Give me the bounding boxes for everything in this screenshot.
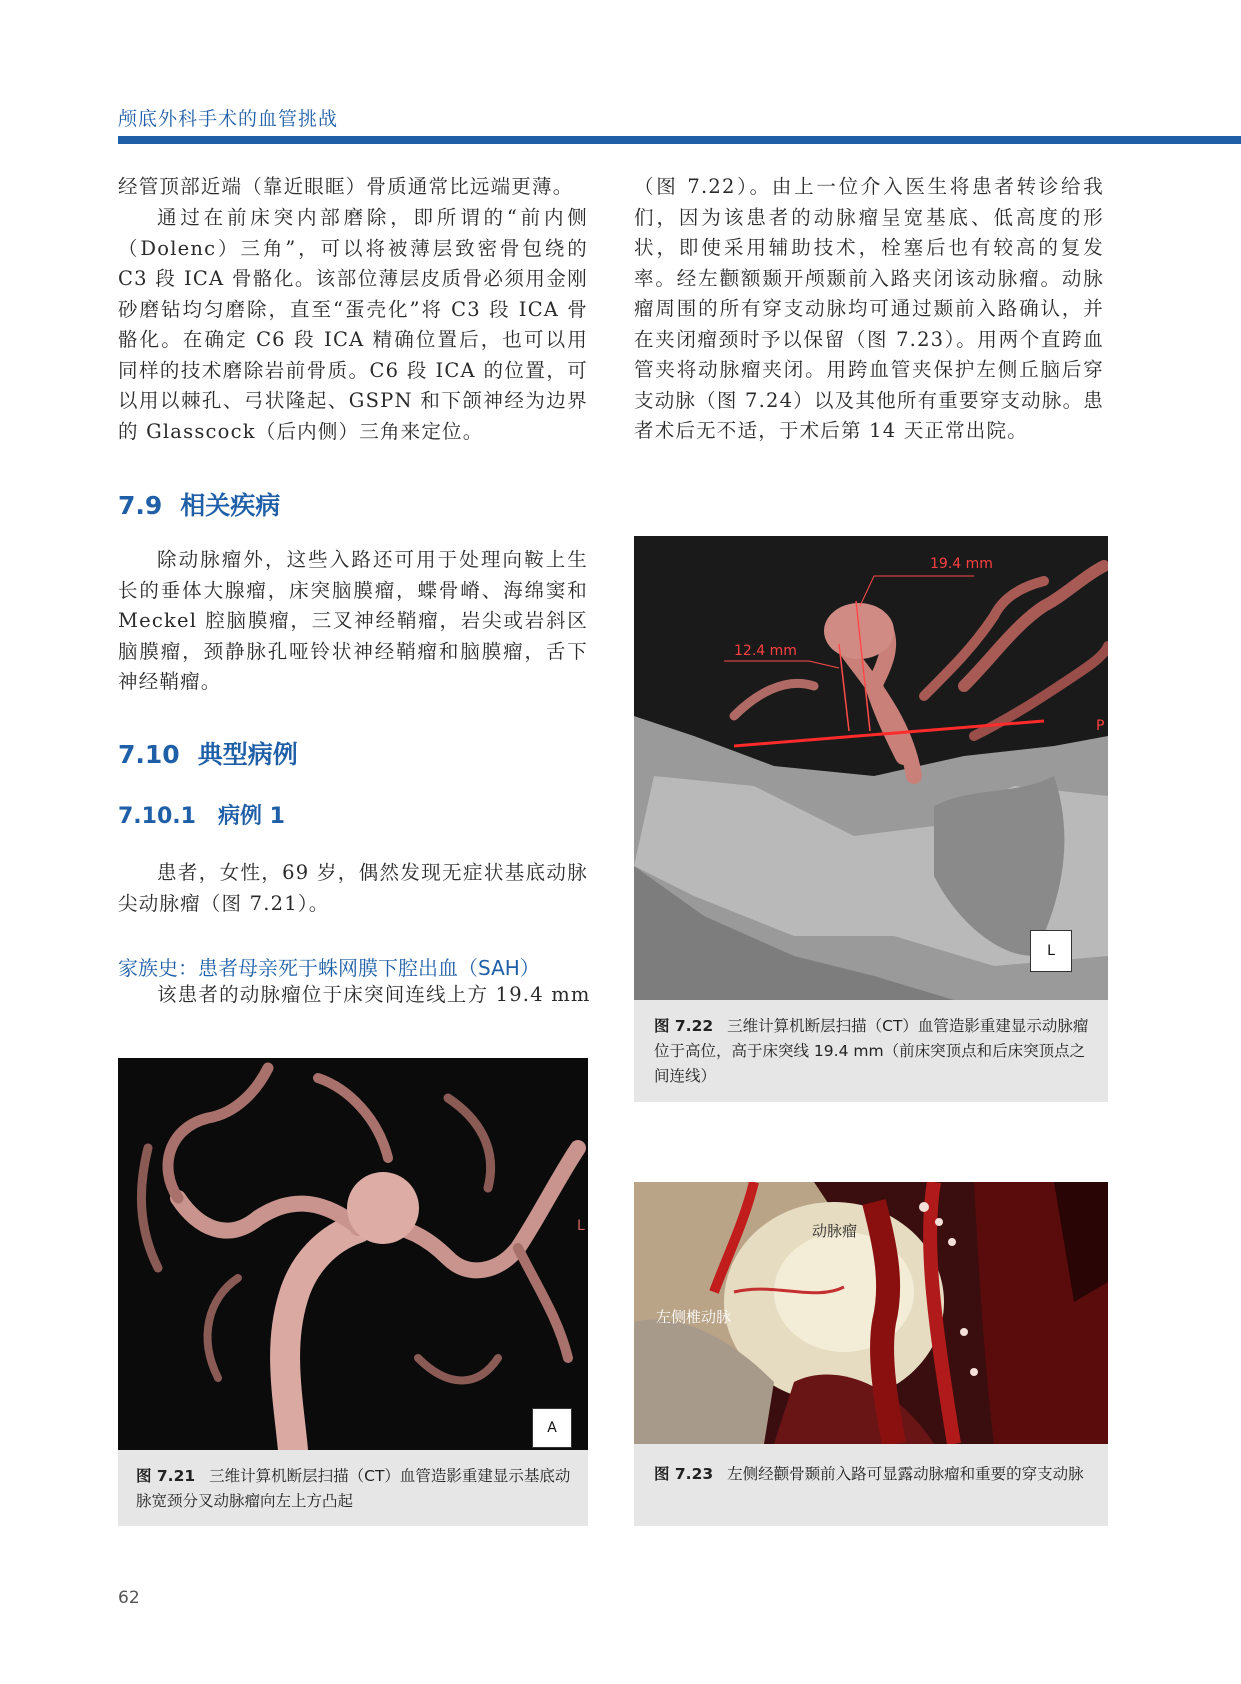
side-mark: P [1096,718,1105,734]
section-heading-7-9 [118,486,280,522]
figure-caption-7-21 [136,1464,576,1514]
label-aneurysm: 动脉瘤 [812,1222,858,1240]
left-para-3: 除动脉瘤外，这些入路还可用于处理向鞍上生长的垂体大腺瘤，床突脑膜瘤，蝶骨嵴、海绵窦和 Meckel 腔脑膜瘤，三叉神经鞘瘤，岩尖或岩斜区脑膜瘤，颈静脉孔哑铃状神经鞘瘤和脑膜瘤，舌下神经鞘瘤。 [118,548,588,693]
section-number: 7.10 [118,740,180,769]
left-para-4: 患者，女性，69 岁，偶然发现无症状基底动脉尖动脉瘤（图 7.21）。 [118,861,588,915]
caption-text: 三维计算机断层扫描（CT）血管造影重建显示动脉瘤位于高位，高于床突线 19.4 mm（前床突顶点和后床突顶点之间连线） [654,1017,1089,1085]
left-para-5: 该患者的动脉瘤位于床突间连线上方 19.4 mm [157,983,591,1006]
measurement-left: 12.4 mm [734,643,797,659]
section-number: 7.10.1 [118,804,196,829]
section-title: 相关疾病 [180,491,281,520]
right-para-1: （图 7.22）。由上一位介入医生将患者转诊给我们，因为该患者的动脉瘤呈宽基底、低高度的形状，即使采用辅助技术，栓塞后也有较高的复发率。经左颧额颞开颅颞前入路夹闭该动脉瘤。动脉瘤周围的所有穿支动脉均可通过颞前入路确认，并在夹闭瘤颈时予以保留（图 7.23）。用两个直跨血管夹将动脉瘤夹闭。用跨血管夹保护左侧丘脑后穿支动脉（图 7.24）以及其他所有重要穿支动脉。患者术后无不适，于术后第 14 天正常出院。 [634,175,1104,442]
family-history: 家族史：患者母亲死于蛛网膜下腔出血（SAH） [118,956,540,980]
page-number: 62 [118,1588,140,1608]
running-header: 颅底外科手术的血管挑战 [118,108,339,130]
surgical-photo-7-23 [634,1182,1108,1444]
ct-angiography-image-7-22 [634,536,1108,1000]
figure-7-23 [634,1182,1108,1526]
figure-label: 图 7.23 [654,1465,714,1483]
header-rule [118,136,1241,144]
figure-caption-7-23 [654,1462,1094,1487]
orientation-box: L [1030,930,1072,972]
caption-text: 左侧经颧骨颞前入路可显露动脉瘤和重要的穿支动脉 [727,1465,1084,1483]
caption-text: 三维计算机断层扫描（CT）血管造影重建显示基底动脉宽颈分叉动脉瘤向左上方凸起 [136,1467,571,1510]
section-heading-7-10 [118,735,298,771]
section-heading-7-10-1 [118,799,285,830]
measurement-top: 19.4 mm [930,556,993,572]
basilar-aneurysm-graphic [118,1058,588,1450]
figure-caption-7-22 [654,1014,1094,1089]
section-number: 7.9 [118,491,163,520]
figure-7-21 [118,1058,588,1526]
left-para-2: 通过在前床突内部磨除，即所谓的“前内侧（Dolenc）三角”，可以将被薄层致密骨包绕的 C3 段 ICA 骨骼化。该部位薄层皮质骨必须用金刚砂磨钻均匀磨除，直至“蛋壳化”将 C3 段 ICA 骨骼化。在确定 C6 段 ICA 精确位置后，也可以用同样的技术磨除岩前骨质。C6 段 ICA 的位置，可以用以棘孔、弓状隆起、GSPN 和下颌神经为边界的 Glasscock（后内侧）三角来定位。 [118,206,588,443]
section-title: 病例 1 [217,804,285,829]
left-para-1: 经管顶部近端（靠近眼眶）骨质通常比远端更薄。 [118,175,574,198]
figure-7-22 [634,536,1108,1102]
section-title: 典型病例 [197,740,298,769]
label-vertebral-artery: 左侧椎动脉 [656,1308,732,1326]
orientation-box: A [532,1408,572,1448]
figure-label: 图 7.22 [654,1017,714,1035]
ct-angiography-image-7-21 [118,1058,588,1450]
side-mark: L [577,1218,585,1234]
figure-label: 图 7.21 [136,1467,196,1485]
